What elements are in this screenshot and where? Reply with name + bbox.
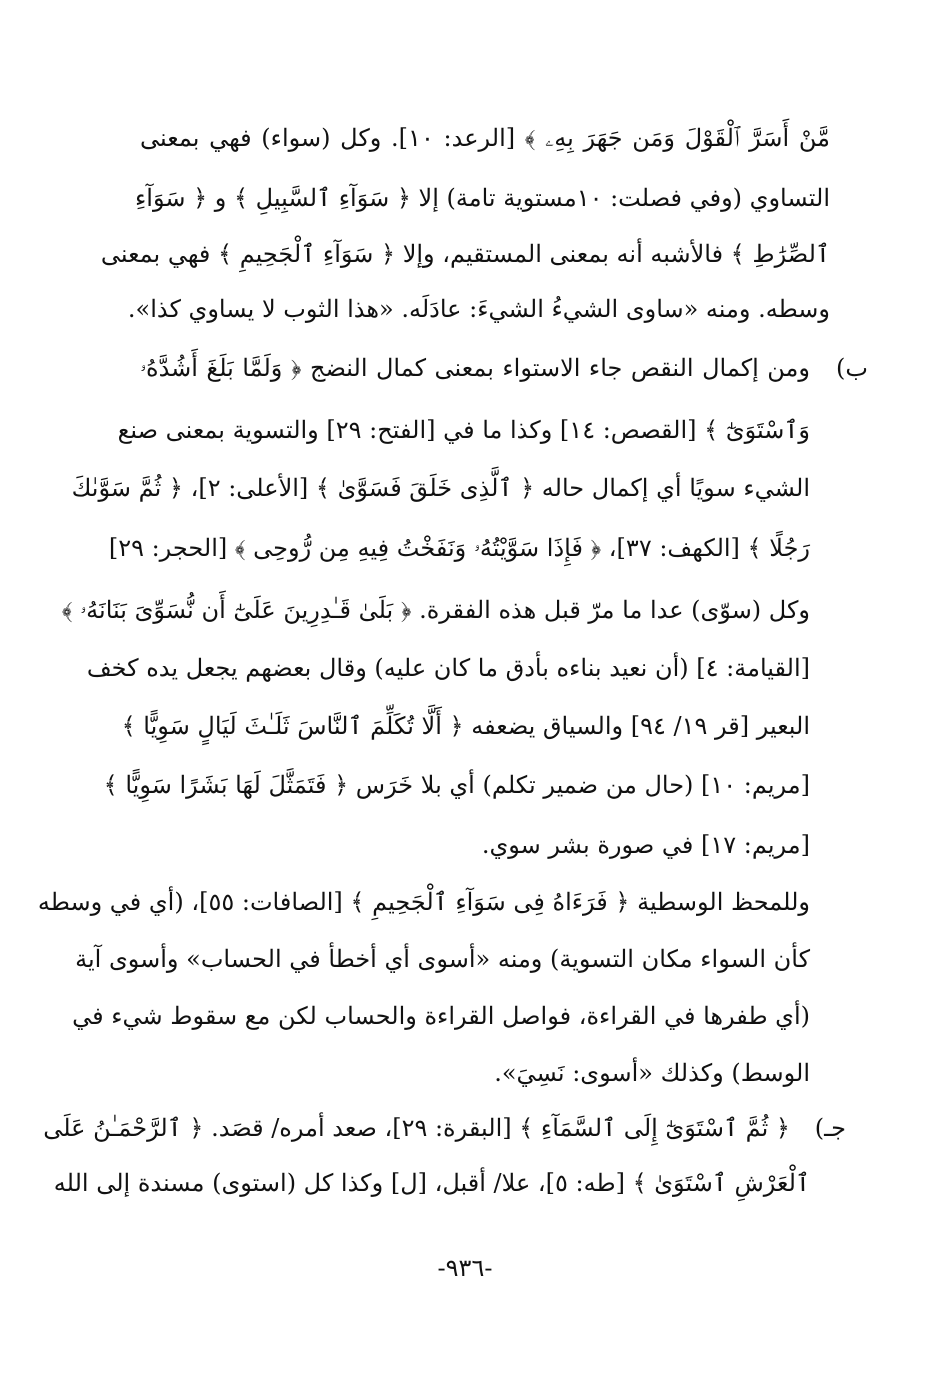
text-line-1: مَّنْ أَسَرَّ ٱلْقَوْلَ وَمَن جَهَرَ بِهِۦ ﴾ [الرعد: ١٠]. وكل (سواء) فهي بمعنى xyxy=(140,124,830,152)
text-line-17: الوسط) وكذلك «أسوى: نَسِيَ». xyxy=(494,1059,810,1087)
text-line-14: وللمحظ الوسطية ﴿ فَرَءَاهُ فِى سَوَآءِ ٱلْجَحِيمِ ﴾ [الصافات: ٥٥]، (أي في وسطه xyxy=(37,888,810,916)
text-line-9: وكل (سوّى) عدا ما مرّ قبل هذه الفقرة. ﴿ بَلَىٰ قَـٰدِرِينَ عَلَىٰٓ أَن نُّسَوِّىَ بَنَانَهُۥ ﴾ xyxy=(61,596,810,624)
item-marker-b: ب) xyxy=(836,354,868,382)
text-line-11: البعير [قر ١٩/ ٩٤] والسياق يضعفه ﴿ أَلَّا تُكَلِّمَ ٱلنَّاسَ ثَلَـٰثَ لَيَالٍ سَوِيًّا ﴾ xyxy=(121,712,810,740)
text-line-13: [مريم: ١٧] في صورة بشر سوي. xyxy=(481,831,810,859)
item-marker-j: جـ) xyxy=(814,1114,846,1142)
text-line-10: [القيامة: ٤] (أن نعيد بناءه بأدق ما كان عليه) وقال بعضهم يجعل يده كخف xyxy=(86,654,810,682)
text-line-18: ﴿ ثُمَّ ٱسْتَوَىٰٓ إِلَى ٱلسَّمَآءِ ﴾ [البقرة: ٢٩]، صعد أمره/ قصَد. ﴿ ٱلرَّحْمَـٰنُ عَلَى xyxy=(43,1114,790,1142)
text-line-16: (أي طفرها في القراءة، فواصل القراءة والحساب لكن مع سقوط شيء في xyxy=(72,1002,810,1030)
text-line-15: كأن السواء مكان التسوية) ومنه «أسوى أي أخطأ في الحساب» وأسوى آية xyxy=(75,945,810,973)
text-line-12: [مريم: ١٠] (حال من ضمير تكلم) أي بلا خَرَس ﴿ فَتَمَثَّلَ لَهَا بَشَرًا سَوِيًّا ﴾ xyxy=(103,771,810,799)
text-line-8: رَجُلًا ﴾ [الكهف: ٣٧]، ﴿ فَإِذَا سَوَّيْتُهُۥ وَنَفَخْتُ فِيهِ مِن رُّوحِى ﴾ [الحجر: ٢٩] xyxy=(108,534,810,562)
text-line-4: وسطه. ومنه «ساوى الشيءُ الشيءَ: عادَلَه. «هذا الثوب لا يساوي كذا». xyxy=(127,295,830,323)
text-line-7: الشيء سويًا أي إكمال حاله ﴿ ٱلَّذِى خَلَقَ فَسَوَّىٰ ﴾ [الأعلى: ٢]، ﴿ ثُمَّ سَوَّىٰكَ xyxy=(71,474,810,502)
text-line-6: وَٱسْتَوَىٰٓ ﴾ [القصص: ١٤] وكذا ما في [الفتح: ٢٩] والتسوية بمعنى صنع xyxy=(117,416,810,444)
text-line-5: ومن إكمال النقص جاء الاستواء بمعنى كمال النضج ﴿ وَلَمَّا بَلَغَ أَشُدَّهُۥ xyxy=(140,354,810,382)
text-line-3: ٱلصِّرَٰطِ ﴾ فالأشبه أنه بمعنى المستقيم، وإلا ﴿ سَوَآءِ ٱلْجَحِيمِ ﴾ فهي بمعنى xyxy=(100,240,830,268)
text-line-19: ٱلْعَرْشِ ٱسْتَوَىٰ ﴾ [طه: ٥]، علا/ أقبل، [ل] وكذا كل (استوى) مسندة إلى الله xyxy=(53,1169,810,1197)
page-number: -٩٣٦- xyxy=(437,1254,493,1282)
text-line-2: التساوي (وفي فصلت: ١٠مستوية تامة) إلا ﴿ سَوَآءِ ٱلسَّبِيلِ ﴾ و ﴿ سَوَآءِ xyxy=(134,184,830,212)
